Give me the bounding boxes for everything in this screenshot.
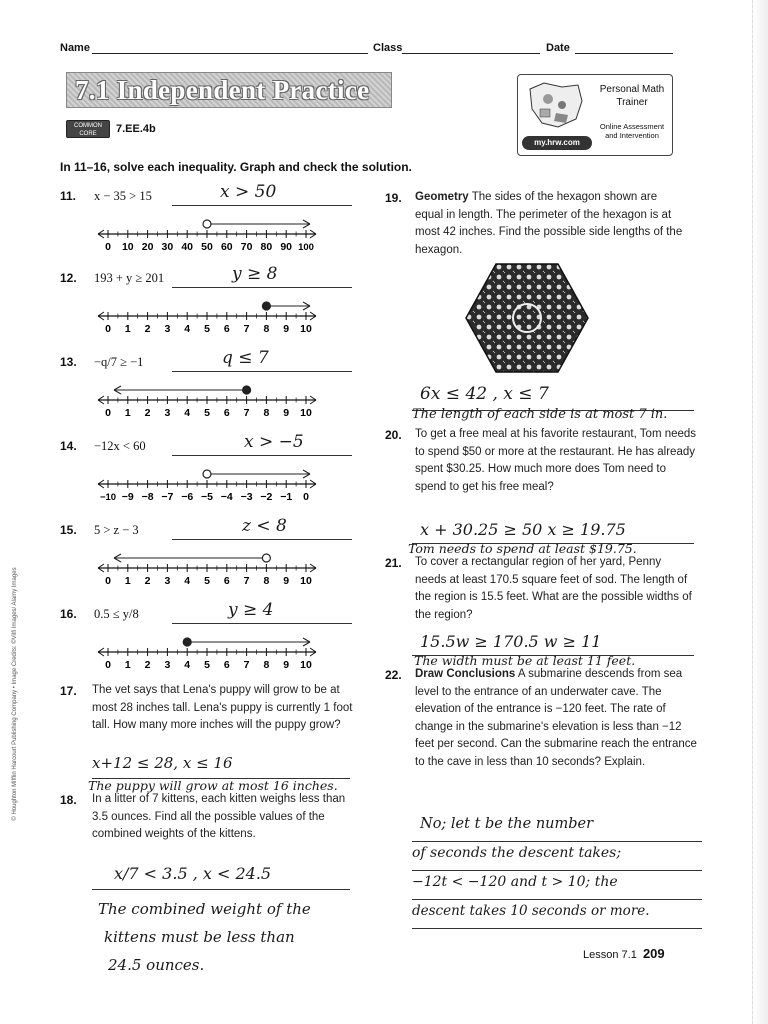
common-core-badge: COMMON CORE	[66, 120, 110, 138]
problem-18-answer-line3: 24.5 ounces.	[108, 956, 205, 974]
problem-17-answer: The puppy will grow at most 16 inches.	[88, 778, 338, 793]
instructions: In 11–16, solve each inequality. Graph and check the solution.	[60, 160, 412, 174]
answer-line	[92, 888, 350, 890]
tick-label: 7	[243, 407, 250, 419]
tick-label: 7	[243, 575, 250, 587]
tick-label: 8	[263, 323, 270, 335]
page-number: 209	[642, 946, 665, 961]
tick-label: 2	[144, 659, 151, 671]
tick-label: 10	[300, 659, 312, 671]
tick-label: 30	[161, 241, 174, 253]
solution-ray	[187, 638, 310, 646]
tick-label: −9	[121, 491, 134, 503]
tick-label: 7	[243, 659, 250, 671]
closed-endpoint	[183, 638, 191, 646]
solution-ray	[207, 220, 310, 228]
tick-label: 5	[204, 575, 210, 587]
tick-label: 10	[121, 241, 134, 253]
problem-20-answer: Tom needs to spend at least $19.75.	[408, 541, 637, 556]
tick-label: 9	[283, 575, 290, 587]
problem-16	[0, 600, 380, 688]
answer-line	[172, 622, 352, 624]
number-line	[94, 376, 334, 420]
open-endpoint	[262, 554, 270, 562]
personal-math-trainer-box	[517, 74, 673, 156]
tick-label: 10	[300, 323, 312, 335]
answer-line	[412, 869, 702, 871]
tick-label: −8	[141, 491, 154, 503]
hexagon-figure	[464, 262, 590, 374]
problem-13	[0, 348, 380, 436]
tick-label: −5	[201, 491, 213, 503]
date-label: Date	[546, 42, 570, 54]
solution-ray	[114, 554, 266, 562]
tick-label: 7	[243, 323, 250, 335]
tick-label: 80	[260, 241, 273, 253]
name-line	[92, 42, 368, 54]
solution-ray	[114, 386, 247, 394]
tick-label: 0	[105, 659, 111, 671]
page-edge	[752, 0, 768, 1024]
problem-19-answer: The length of each side is at most 7 in.	[412, 407, 668, 422]
problem-21-work: 15.5w ≥ 170.5 w ≥ 11	[420, 632, 602, 651]
problem-20-work: x + 30.25 ≥ 50 x ≥ 19.75	[420, 520, 626, 539]
tick-label: 3	[164, 575, 171, 587]
problem-21-text: To cover a rectangular region of her yard, Penny needs at least 170.5 square feet of sod. The length of the region is 15.5 feet. What are the possible widths of the region?	[415, 556, 692, 621]
lesson-banner	[66, 72, 392, 108]
tick-label: 5	[204, 323, 210, 335]
problem-inequality: 5 > z − 3	[94, 523, 139, 537]
problem-18-answer-line2: kittens must be less than	[104, 928, 295, 946]
tick-label: 0	[105, 575, 111, 587]
answer-line	[412, 898, 702, 900]
problem-17-work: x+12 ≤ 28, x ≤ 16	[92, 754, 233, 772]
tick-label: 1	[124, 407, 131, 419]
tick-label: 4	[184, 659, 191, 671]
tick-label: −4	[220, 491, 233, 503]
tick-label: 100	[298, 242, 314, 253]
lesson-label: Lesson 7.1	[583, 949, 637, 961]
number-line	[94, 544, 334, 588]
tick-label: 4	[184, 323, 191, 335]
tick-label: 0	[105, 323, 111, 335]
tick-label: 6	[223, 659, 230, 671]
problem-22-number: 22.	[385, 668, 402, 682]
tick-label: 0	[303, 491, 309, 503]
answer-line	[172, 370, 352, 372]
problem-18-text: In a litter of 7 kittens, each kitten weighs less than 3.5 ounces. Find all the possible values of the combined weights of the kittens.	[92, 793, 346, 840]
tick-label: −1	[280, 491, 293, 503]
number-line	[94, 210, 334, 254]
problem-answer: x > −5	[244, 432, 304, 452]
open-endpoint	[203, 470, 211, 478]
tick-label: 60	[220, 241, 233, 253]
tick-label: 5	[204, 407, 210, 419]
tick-label: 3	[164, 407, 171, 419]
problem-number: 11.	[60, 189, 77, 203]
tick-label: 50	[201, 241, 213, 253]
problem-number: 12.	[60, 271, 77, 285]
pmt-title: Personal Math Trainer	[599, 84, 665, 108]
lesson-title: 7.1 Independent Practice	[75, 75, 370, 105]
tick-label: 4	[184, 575, 191, 587]
problem-21-number: 21.	[385, 556, 402, 570]
problem-22-label: Draw Conclusions	[415, 668, 516, 680]
tick-label: 9	[283, 407, 290, 419]
tick-label: −7	[161, 491, 174, 503]
problem-19-label: Geometry	[415, 191, 469, 203]
tick-label: −3	[240, 491, 253, 503]
tick-label: 9	[283, 323, 290, 335]
tick-label: 40	[181, 241, 194, 253]
problem-inequality: x − 35 > 15	[94, 189, 152, 203]
tick-label: 2	[144, 323, 151, 335]
problem-inequality: −12x < 60	[94, 439, 146, 453]
problem-22-body: A submarine descends from sea level to the entrance of an underwater cave. The elevation of the entrance is −120 feet. The rate of change in the submarine's elevation is less than −12 feet per second. Can the submarine reach the entrance to the cave in less than 10 seconds? Explain.	[415, 668, 697, 768]
math-trainer-icon	[522, 79, 588, 133]
problem-11	[0, 182, 380, 270]
tick-label: −10	[99, 492, 117, 503]
solution-ray	[207, 470, 310, 478]
problem-inequality: 0.5 ≤ y/8	[94, 607, 139, 621]
problem-18-work: x/7 < 3.5 , x < 24.5	[114, 864, 272, 883]
answer-line	[412, 927, 702, 929]
tick-label: 70	[240, 241, 253, 253]
problem-answer: z < 8	[242, 516, 287, 536]
problem-number: 16.	[60, 607, 77, 621]
tick-label: 8	[263, 407, 270, 419]
problem-22-answer-line2: of seconds the descent takes;	[412, 845, 622, 861]
answer-line	[172, 286, 352, 288]
tick-label: 1	[124, 659, 131, 671]
class-line	[402, 42, 540, 54]
answer-line	[172, 204, 352, 206]
closed-endpoint	[262, 302, 270, 310]
tick-label: 2	[144, 407, 151, 419]
answer-line	[172, 538, 352, 540]
name-label: Name	[60, 42, 90, 54]
problem-answer: y ≥ 4	[228, 600, 274, 620]
tick-label: 6	[223, 575, 230, 587]
tick-label: 3	[164, 323, 171, 335]
copyright-credit: © Houghton Mifflin Harcourt Publishing Company • Image Credits: ©Vilfi Images/ Alamy Images	[12, 567, 18, 821]
number-line	[94, 292, 334, 336]
tick-label: 3	[164, 659, 171, 671]
tick-label: 4	[184, 407, 191, 419]
standard-code: 7.EE.4b	[116, 123, 156, 135]
tick-label: 0	[105, 407, 111, 419]
problem-22-answer-line4: descent takes 10 seconds or more.	[412, 903, 650, 919]
problem-22-text	[415, 666, 700, 771]
tick-label: 10	[300, 407, 312, 419]
problem-answer: x > 50	[220, 182, 277, 202]
page-footer	[583, 946, 665, 961]
tick-label: 10	[300, 575, 312, 587]
tick-label: 6	[223, 323, 230, 335]
closed-endpoint	[243, 386, 251, 394]
tick-label: 8	[263, 575, 270, 587]
tick-label: 0	[105, 241, 111, 253]
problem-number: 13.	[60, 355, 77, 369]
answer-line	[412, 840, 702, 842]
problem-12	[0, 264, 380, 352]
problem-18-answer-line1: The combined weight of the	[98, 900, 311, 918]
solution-ray	[266, 302, 310, 310]
problem-number: 15.	[60, 523, 77, 537]
problem-15	[0, 516, 380, 604]
problem-18-number: 18.	[60, 793, 77, 807]
problem-14	[0, 432, 380, 520]
tick-label: −6	[181, 491, 194, 503]
problem-20-text: To get a free meal at his favorite restaurant, Tom needs to spend $50 or more at the restaurant. He has already spent $30.25. How much more does Tom need to spend to get his free meal?	[415, 428, 697, 493]
problem-inequality: 193 + y ≥ 201	[94, 271, 165, 285]
problem-22-answer-line3: −12t < −120 and t > 10; the	[412, 874, 618, 890]
problem-inequality: −q/7 ≥ −1	[94, 355, 144, 369]
problem-17-number: 17.	[60, 684, 77, 698]
problem-20-number: 20.	[385, 428, 402, 442]
problem-answer: y ≥ 8	[232, 264, 278, 284]
answer-line	[172, 454, 352, 456]
tick-label: 9	[283, 659, 290, 671]
problem-21-answer: The width must be at least 11 feet.	[414, 653, 636, 668]
tick-label: 5	[204, 659, 210, 671]
pmt-subtitle: Online Assessment and Intervention	[599, 122, 665, 140]
problem-17-text: The vet says that Lena's puppy will grow to be at most 28 inches tall. Lena's puppy is currently 1 foot tall. How many more inches will the puppy grow?	[92, 684, 353, 731]
tick-label: 1	[124, 323, 131, 335]
problem-number: 14.	[60, 439, 77, 453]
open-endpoint	[203, 220, 211, 228]
tick-label: 1	[124, 575, 131, 587]
number-line	[94, 628, 334, 672]
tick-label: −2	[260, 491, 273, 503]
pmt-site-link[interactable]: my.hrw.com	[522, 136, 592, 150]
tick-label: 6	[223, 407, 230, 419]
date-line	[575, 42, 673, 54]
tick-label: 8	[263, 659, 270, 671]
number-line	[94, 460, 334, 504]
problem-22-answer-line1: No; let t be the number	[420, 816, 594, 832]
tick-label: 2	[144, 575, 151, 587]
problem-19-body: The sides of the hexagon shown are equal in length. The perimeter of the hexagon is at most 42 inches. Find the possible side lengths of the hexagon.	[415, 191, 683, 256]
tick-label: 90	[280, 241, 293, 253]
problem-19-work: 6x ≤ 42 , x ≤ 7	[420, 384, 549, 404]
problem-19-number: 19.	[385, 191, 402, 205]
class-label: Class	[373, 42, 403, 54]
problem-answer: q ≤ 7	[222, 348, 269, 368]
tick-label: 20	[141, 241, 154, 253]
problem-19-text	[415, 189, 683, 259]
